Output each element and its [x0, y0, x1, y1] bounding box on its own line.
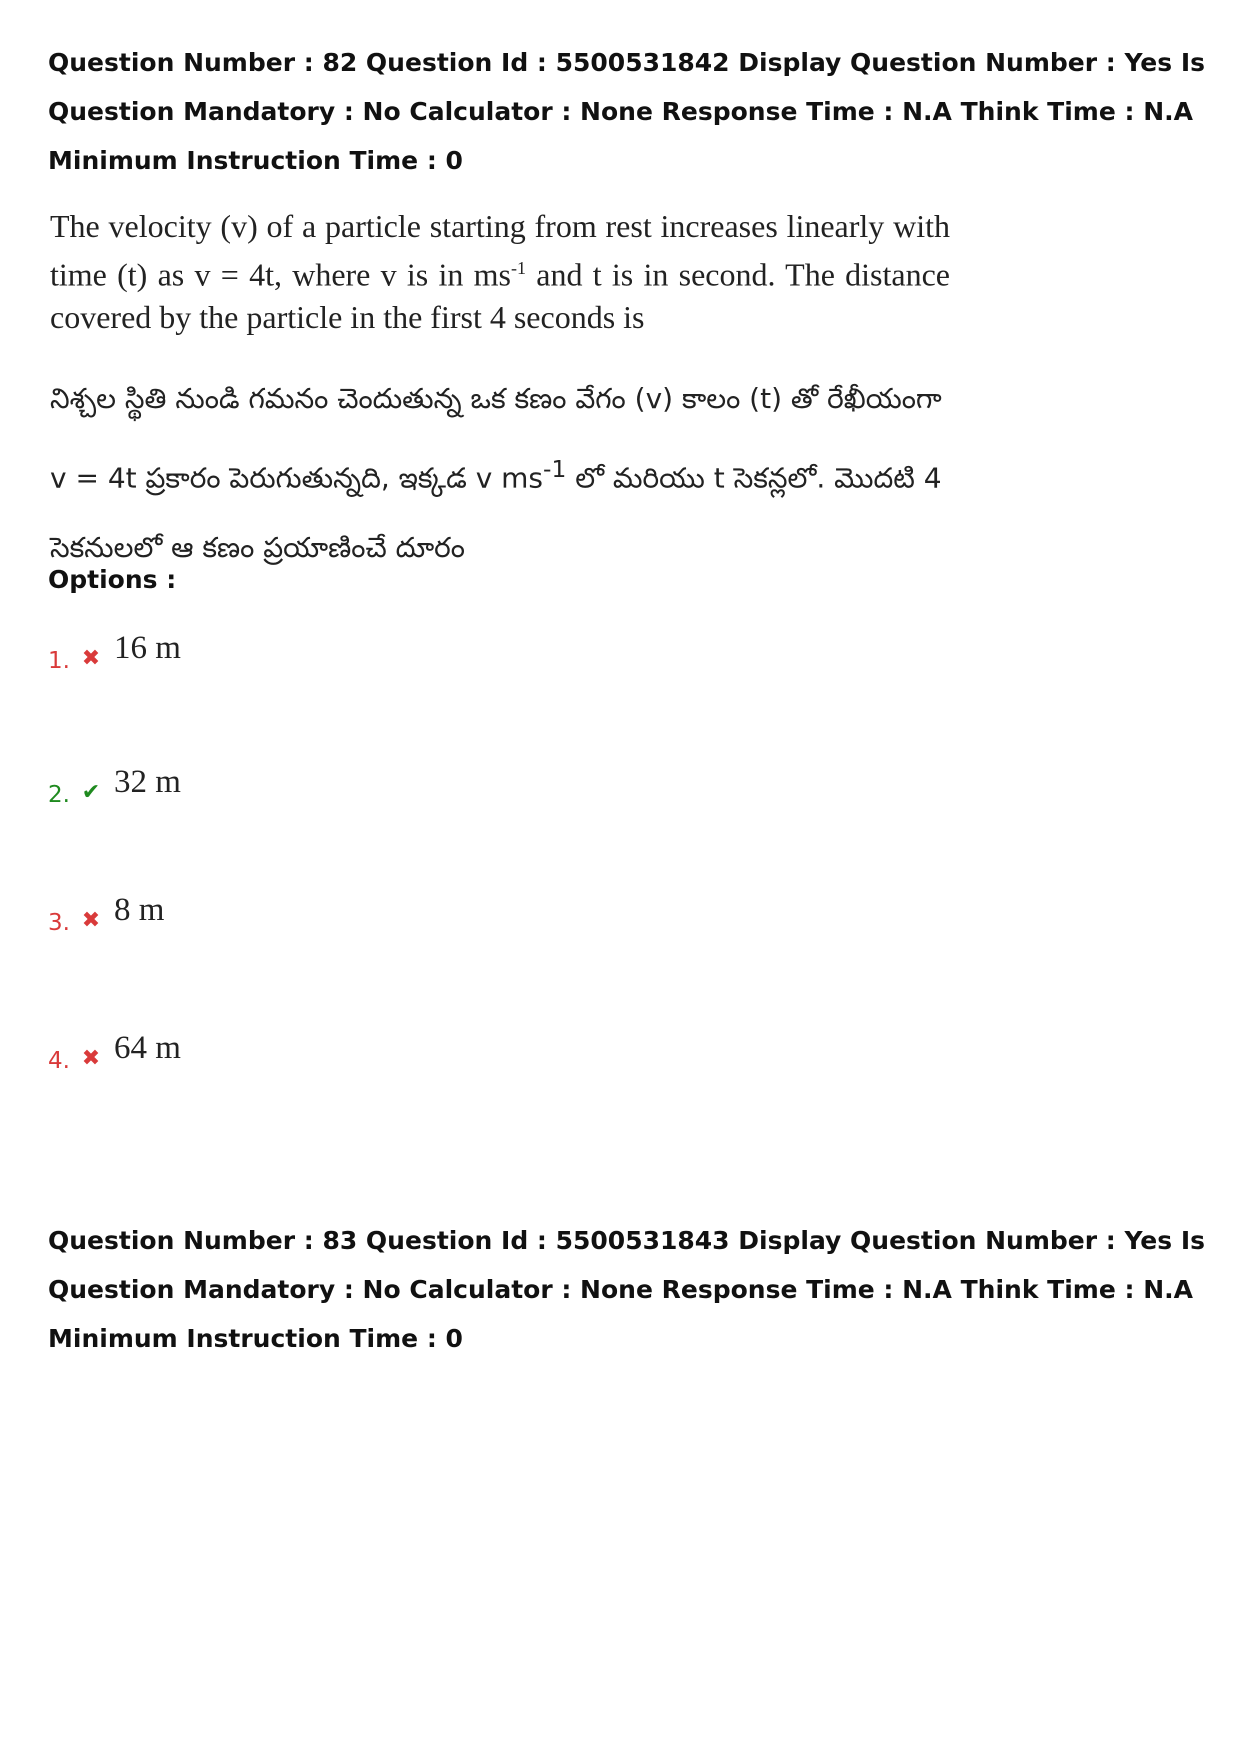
- options-label: Options :: [48, 565, 177, 594]
- question-83-header: Question Number : 83 Question Id : 5500531843 Display Question Number : Yes Is Question Mandatory : No Calculator : None Response Time : N.A Think Time : N.A Minimum Instruction Time : 0: [48, 1226, 1206, 1353]
- option-1: [48, 630, 181, 674]
- wrong-mark-icon: ✖: [81, 646, 101, 671]
- option-number: 4.: [48, 1048, 70, 1074]
- option-number: 3.: [48, 910, 70, 936]
- question-text-telugu-part1: నిశ్చల స్థితి నుండి గమనం చెందుతున్న ఒక కణం వేగం (v) కాలం (t) తో రేఖీయంగా v = 4t ప్రకారం పెరుగుతున్నది, ఇక్కడ v ms: [50, 381, 942, 494]
- option-number: 1.: [48, 648, 70, 674]
- wrong-mark-icon: ✖: [81, 908, 101, 933]
- question-text-english: [50, 205, 950, 338]
- question-text-telugu-part2: లో మరియు t సెకన్లలో. మొదటి 4 సెకనులలో ఆ కణం ప్రయాణించే దూరం: [50, 460, 942, 564]
- option-number: 2.: [48, 782, 70, 808]
- question-text-english-part1: The velocity (v) of a particle starting from rest increases linearly with time (t) as v = 4t, where v is in ms: [50, 208, 950, 293]
- question-82-body: [50, 205, 950, 583]
- unit-exponent: -1: [511, 258, 526, 278]
- unit-exponent-telugu: -1: [543, 454, 567, 483]
- correct-check-icon: ✔: [81, 780, 101, 805]
- option-2: [48, 764, 181, 808]
- option-text: 16 m: [114, 630, 181, 666]
- question-text-telugu: [50, 364, 950, 583]
- option-text: 32 m: [114, 764, 181, 800]
- wrong-mark-icon: ✖: [81, 1046, 101, 1071]
- option-4: [48, 1030, 181, 1074]
- option-text: 8 m: [114, 892, 165, 928]
- question-text-english-part2: and t is in second. The distance covered by the particle in the first 4 seconds is: [50, 256, 951, 335]
- option-3: [48, 892, 164, 936]
- option-text: 64 m: [114, 1030, 181, 1066]
- question-82-header: Question Number : 82 Question Id : 5500531842 Display Question Number : Yes Is Question Mandatory : No Calculator : None Response Time : N.A Think Time : N.A Minimum Instruction Time : 0: [48, 48, 1206, 175]
